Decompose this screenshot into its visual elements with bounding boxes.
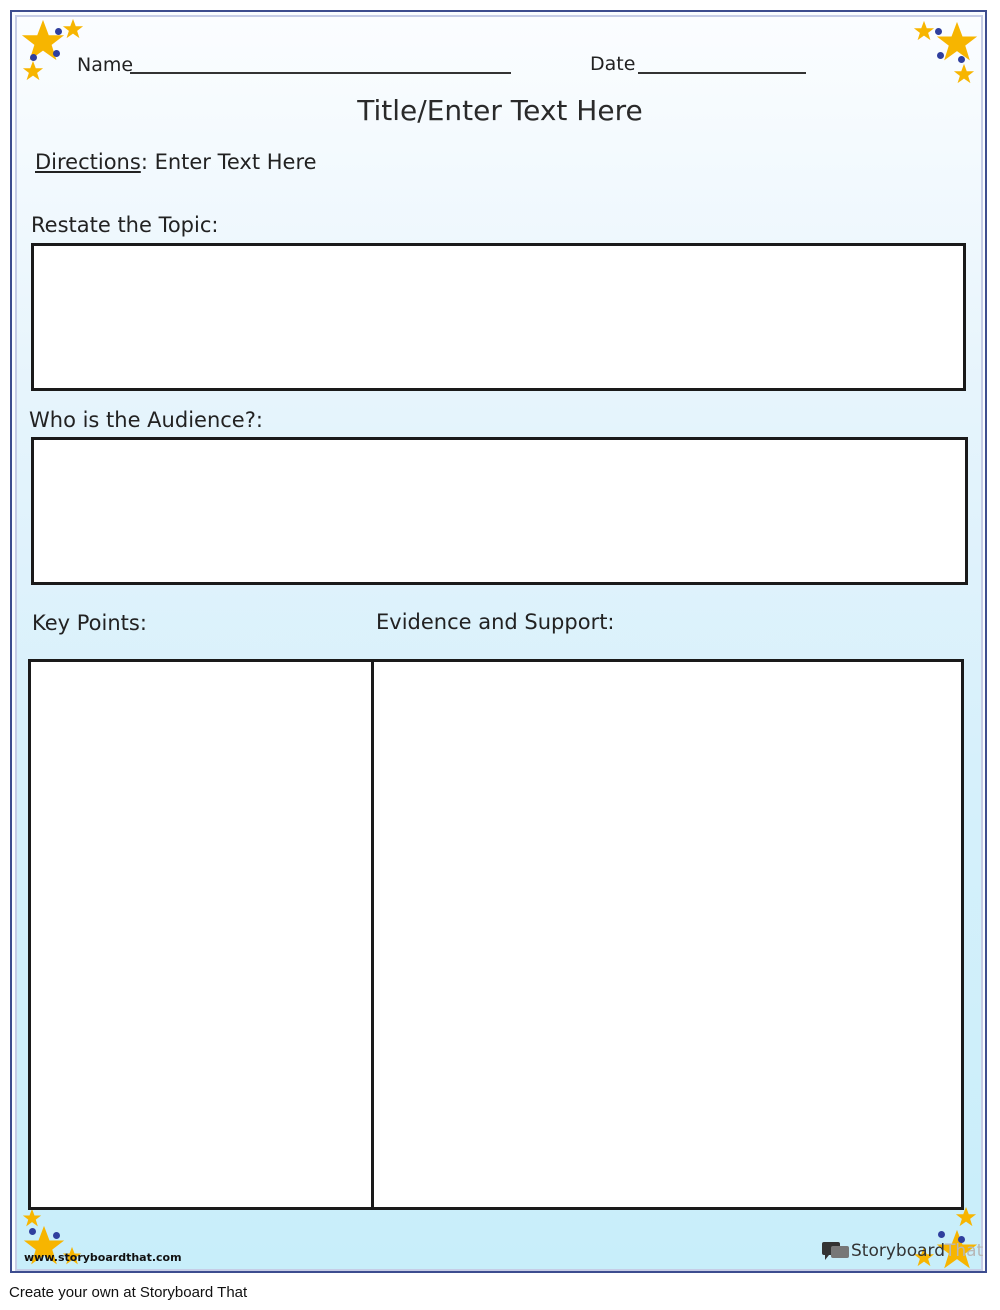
dot-decoration bbox=[935, 28, 942, 35]
restate-topic-box[interactable] bbox=[31, 243, 966, 391]
storyboardthat-logo bbox=[821, 1240, 983, 1262]
star-icon bbox=[913, 20, 935, 42]
restate-topic-label: Restate the Topic: bbox=[31, 213, 219, 237]
brand-right: That bbox=[945, 1241, 984, 1261]
evidence-label: Evidence and Support: bbox=[376, 610, 615, 634]
audience-label: Who is the Audience?: bbox=[29, 408, 263, 432]
page-title[interactable]: Title/Enter Text Here bbox=[357, 94, 643, 127]
name-label: Name bbox=[77, 54, 134, 76]
star-icon bbox=[20, 18, 66, 64]
star-icon bbox=[22, 1208, 42, 1228]
star-icon bbox=[62, 18, 84, 40]
website-watermark: www.storyboardthat.com bbox=[24, 1251, 182, 1264]
star-icon bbox=[22, 60, 44, 82]
directions-text: : Enter Text Here bbox=[140, 150, 317, 174]
create-own-link[interactable]: Create your own at Storyboard That bbox=[9, 1284, 248, 1301]
brand-left: Storyboard bbox=[851, 1241, 945, 1261]
dot-decoration bbox=[29, 1228, 36, 1235]
date-field[interactable] bbox=[638, 72, 806, 74]
audience-box[interactable] bbox=[31, 437, 968, 585]
dot-decoration bbox=[53, 1232, 60, 1239]
directions-label: Directions bbox=[35, 150, 141, 174]
star-icon bbox=[953, 63, 975, 85]
dot-decoration bbox=[30, 54, 37, 61]
date-label: Date bbox=[590, 53, 636, 75]
dot-decoration bbox=[958, 56, 965, 63]
dot-decoration bbox=[55, 28, 62, 35]
key-points-box[interactable] bbox=[28, 659, 374, 1210]
evidence-box[interactable] bbox=[371, 659, 964, 1210]
directions[interactable] bbox=[35, 150, 317, 174]
dot-decoration bbox=[938, 1231, 945, 1238]
key-points-label: Key Points: bbox=[32, 611, 147, 635]
name-field[interactable] bbox=[130, 72, 511, 74]
speech-bubble-icon bbox=[821, 1240, 851, 1262]
dot-decoration bbox=[937, 52, 944, 59]
dot-decoration bbox=[53, 50, 60, 57]
